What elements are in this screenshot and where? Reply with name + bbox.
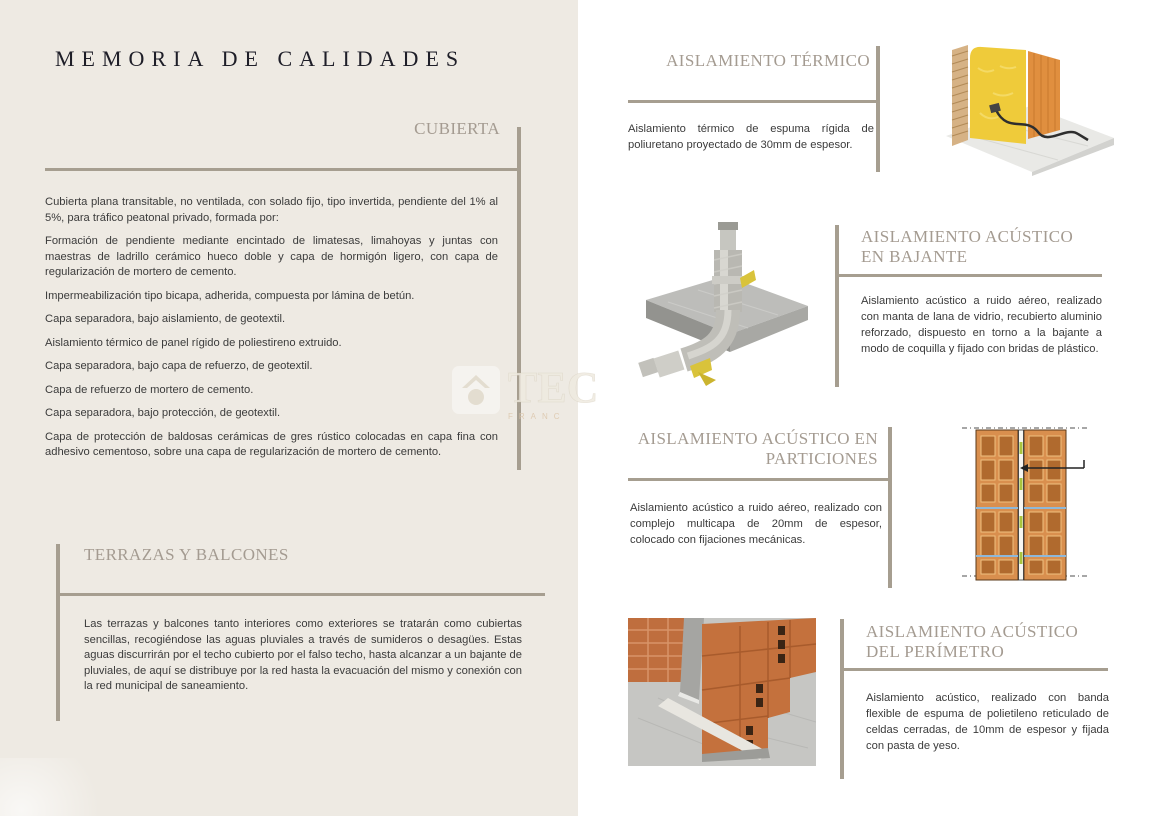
watermark-subtext: FRANC [508, 412, 566, 421]
divider-vertical-particiones [888, 427, 892, 588]
body-terrazas [84, 617, 522, 703]
watermark-text: TEC [508, 363, 599, 412]
paragraph: Aislamiento térmico de panel rígido de poliestireno extruido. [45, 336, 342, 349]
heading-perimetro: AISLAMIENTO ACÚSTICO DEL PERÍMETRO [866, 622, 1079, 661]
thermal-insulation-image [938, 38, 1122, 176]
paragraph: Capa separadora, bajo protección, de geotextil. [45, 407, 281, 419]
paragraph: Aislamiento acústico a ruido aéreo, realizado con manta de lana de vidrio, recubierto aluminio reforzado, dispuesto en torno a la bajante a modo de coquilla y fijado con bridas de plástico. [861, 295, 1102, 355]
paragraph: Impermeabilización tipo bicapa, adherida, compuesta por lámina de betún. [45, 289, 415, 302]
divider-vertical-bajante [835, 225, 839, 387]
divider-vertical-perimetro [840, 619, 844, 779]
body-particiones [630, 500, 882, 556]
corner-highlight [0, 758, 120, 816]
paragraph: Aislamiento acústico a ruido aéreo, realizado con complejo multicapa de 20mm de espesor, colocado con fijaciones mecánicas. [630, 502, 882, 546]
divider-vertical-termico [876, 46, 880, 172]
body-perimetro [866, 690, 1109, 762]
body-cubierta [45, 195, 498, 469]
paragraph: Aislamiento acústico, realizado con banda flexible de espuma de polietileno reticulado de celdas cerradas, de 10mm de espesor y fijada con pasta de yeso. [866, 692, 1109, 752]
divider-horizontal-terrazas [56, 593, 545, 596]
paragraph: Formación de pendiente mediante encintado de limatesas, limahoyas y juntas con maestras de ladrillo cerámico hueco doble y capa de hormigón ligero, con capa de regularización de mortero de cemento. [45, 235, 498, 278]
divider-horizontal-bajante [835, 274, 1102, 277]
body-termico [628, 121, 874, 161]
divider-horizontal-perimetro [840, 668, 1108, 671]
divider-vertical-terrazas [56, 544, 60, 721]
partition-detail-image [960, 420, 1095, 592]
divider-horizontal-termico [628, 100, 880, 103]
paragraph: Capa separadora, bajo aislamiento, de geotextil. [45, 313, 286, 325]
paragraph: Las terrazas y balcones tanto interiores como exteriores se tratarán como cubiertas sencillas, recogiéndose las aguas pluviales a través de sumideros o desagües. Estas aguas discurrirán por el techo cubierto por el falso techo, hasta alcanzar a un bajante de pluviales, de aquí se distribuye por la red hasta la evacuación del mismo y conexión con la red municipal de saneamiento. [84, 618, 522, 692]
divider-horizontal-particiones [628, 478, 892, 481]
heading-particiones: AISLAMIENTO ACÚSTICO EN PARTICIONES [637, 429, 878, 468]
paragraph: Cubierta plana transitable, no ventilada, con solado fijo, tipo invertida, pendiente del 1% al 5%, para tráfico peatonal privado, formada por: [45, 196, 498, 224]
paragraph: Capa separadora, bajo capa de refuerzo, de geotextil. [45, 360, 313, 372]
paragraph: Aislamiento térmico de espuma rígida de poliuretano proyectado de 30mm de espesor. [628, 123, 874, 151]
heading-bajante: AISLAMIENTO ACÚSTICO EN BAJANTE [861, 227, 1074, 266]
heading-terrazas: TERRAZAS Y BALCONES [84, 545, 289, 564]
insulated-pipe-image [628, 220, 823, 395]
heading-cubierta: CUBIERTA [414, 119, 500, 138]
heading-termico: AISLAMIENTO TÉRMICO [666, 51, 870, 70]
paragraph: Capa de protección de baldosas cerámicas de gres rústico colocadas en capa fina con adhesivo cementoso, sobre una capa de regularización de mortero de cemento. [45, 430, 498, 458]
page-title: MEMORIA DE CALIDADES [55, 46, 466, 71]
house-icon [452, 366, 500, 414]
paragraph: Capa de refuerzo de mortero de cemento. [45, 383, 254, 396]
divider-horizontal-cubierta [45, 168, 521, 171]
watermark [452, 363, 632, 421]
perimeter-band-image [628, 618, 816, 766]
body-bajante [861, 293, 1102, 365]
